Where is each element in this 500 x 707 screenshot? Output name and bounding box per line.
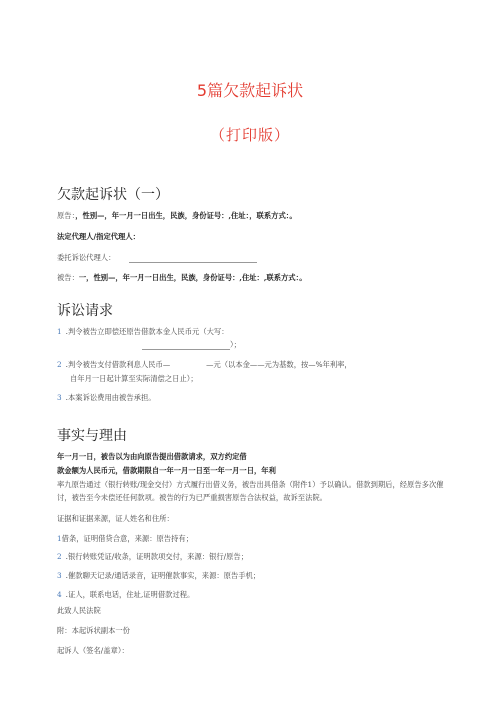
evidence-item-3 <box>57 571 260 581</box>
claim-item-1 <box>57 327 229 337</box>
claim-item-1-cont <box>142 340 241 350</box>
signature-line: 起诉人（签名/盖章）： <box>57 646 129 655</box>
claim-text: .判令被告立即偿还原告借款本金人民币元（大写： <box>65 327 229 336</box>
section-heading-claims: 诉讼请求 <box>57 303 113 319</box>
court-line: 此致人民法院 <box>57 606 101 615</box>
evidence-number: 2 <box>57 552 62 561</box>
defendant-fields: 一，性别—，年一月一日出生，民族，身份证号：,住址：,联系方式：。 <box>78 273 307 282</box>
plaintiff-label: 原告： <box>57 211 76 220</box>
claim-text: .本案诉讼费用由被告承担。 <box>65 393 156 402</box>
evidence-number: 4 <box>57 590 62 599</box>
evidence-text: .催款聊天记录/通话录音，证明催款事实，来源：原告手机； <box>65 571 261 580</box>
claim-text-cont: 自年月一日起计算至实际清偿之日止）； <box>70 374 198 383</box>
evidence-item-2 <box>57 552 248 562</box>
plaintiff-fields: ，性别—，年一月一日出生，民族，身份证号：,住址：，联系方式：。 <box>75 211 297 220</box>
section-heading-facts: 事实与理由 <box>57 428 127 444</box>
claim-text: .判令被告支付借款利息人民币— <box>65 360 171 369</box>
claim-item-3 <box>57 393 156 403</box>
evidence-item-4 <box>57 590 194 600</box>
legal-rep-label: 法定代理人/指定代理人： <box>57 232 140 241</box>
agent-line <box>57 253 257 263</box>
claim-text: —元（以本金——元为基数，按—%年利率， <box>206 360 352 369</box>
evidence-text: .银行转账凭证/收条，证明款项交付，来源：银行/原告； <box>65 552 249 561</box>
defendant-line <box>57 273 307 283</box>
evidence-intro: 证据和证据来源，证人姓名和住所： <box>57 514 174 523</box>
claim-item-2-cont <box>70 374 198 384</box>
agent-blank-line <box>129 254 257 263</box>
defendant-label: 被告： <box>57 273 79 282</box>
evidence-number: 1 <box>57 534 62 543</box>
claim-item-2 <box>57 360 352 370</box>
claim-number: 3 <box>57 393 62 402</box>
plaintiff-line <box>57 211 297 221</box>
claim-text-cont: ）； <box>230 340 241 349</box>
claim-number: 2 <box>57 360 62 369</box>
document-title: 5篇欠款起诉状 <box>196 81 304 100</box>
legal-rep-line <box>57 232 140 242</box>
document-subtitle: （打印版） <box>209 126 290 144</box>
claim-number: 1 <box>57 327 62 336</box>
evidence-number: 3 <box>57 571 62 580</box>
claim-blank-line <box>142 341 230 350</box>
attachment-line: 附：本起诉状副本一份 <box>57 626 130 635</box>
section-heading-complaint: 欠款起诉状（一） <box>57 187 169 203</box>
facts-bold-line-2: 款金额为人民币元，借款期限自一年一月一日至一年一月一日，年利 <box>57 466 276 475</box>
facts-bold-line-1: 年一月一日，被告以为由向原告提出借款请求，双方约定借 <box>57 452 247 461</box>
facts-paragraph: 率九原告通过（银行转账/现金交付）方式履行出借义务，被告出具借条（附件1）予以确认。借款到期后，经原告多次催讨，被告至今未偿还任何款项。被告的行为已严重损害原告合法权益，故诉至法院。 <box>57 480 444 502</box>
evidence-item-1 <box>57 534 193 544</box>
evidence-text: 借条，证明借贷合意，来源：原告持有； <box>61 534 193 543</box>
agent-label: 委托诉讼代理人： <box>57 253 116 262</box>
evidence-text: .证人，联系电话，住址,证明借款过程。 <box>65 590 195 599</box>
